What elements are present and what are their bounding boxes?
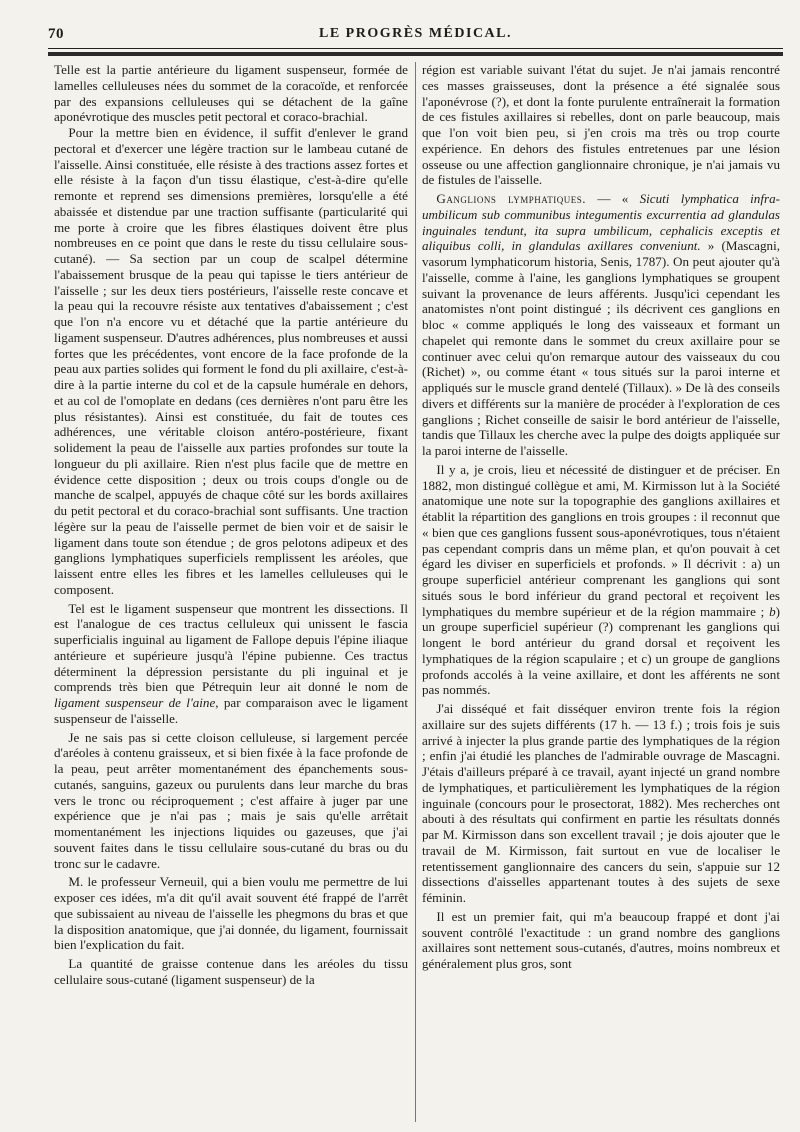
paragraph-text: , par comparaison avec le ligament suspenseur de l'aisselle. — [54, 695, 408, 726]
paragraph: région est variable suivant l'état du sujet. Je n'ai jamais rencontré ces masses graisseuses, dont la présence a été signalée sous l'aponévrose (?), et dont la fonte purulente entraînerait la formation de ces fistules axillaires si rebelles, dont on parle beaucoup, mais que l'on voit bien peu, si j'en crois ma très ou trop courte expérience. En dehors des fistules entretenues par une lésion osseuse ou une affection ganglionnaire chronique, je n'ai jamais vu de fistules de l'aisselle. — [422, 62, 780, 188]
paragraph: J'ai disséqué et fait disséquer environ trente fois la région axillaire sur des sujets différents (17 h. — 13 f.) ; trois fois je suis arrivé à injecter la plus grande partie des lymphatiques de la région ; enfin j'ai étudié les planches de l'admirable ouvrage de Mascagni. J'étais d'ailleurs préparé à ce travail, ayant injecté un grand nombre de lymphatiques, et particulièrement les lymphatiques de la région inguinale (concours pour le prosectorat, 1882). Mes recherches ont abouti à des résultats qui confirment en partie les résultats donnés par M. Kirmisson dans son excellent travail ; je dois ajouter que le travail de M. Kirmisson, fait surtout en vue de localiser le retentissement ganglionnaire des cancers du sein, s'appuie sur 12 dissections d'aisselles appartenant toutes à des sujets de sexe féminin. — [422, 701, 780, 905]
italic-letter: b — [769, 603, 776, 619]
paragraph: M. le professeur Verneuil, qui a bien voulu me permettre de lui exposer ces idées, m'a dit qu'il avait souvent été frappé de l'arrêt que subissaient au niveau de l'aisselle les phegmons du bras et que la disposition anatomique, que j'ai donnée, du ligament, fournissait bien l'explication du fait. — [54, 874, 408, 953]
paragraph: Pour la mettre bien en évidence, il suffit d'enlever le grand pectoral et d'exercer une légère traction sur le lambeau cutané de l'aisselle. Ainsi constituée, elle résiste à des tractions assez fortes et elle résiste à la façon d'un tissu élastique, c'est-à-dire qu'elle remonte et reprend ses dimensions premières, lorsqu'elle a été abaissée et distendue par une traction suffisante (particularité qui me porte à croire que les fibres élastiques doivent être plus nombreuses en ce point que dans le reste du tissu cellulaire sous-cutané). — Sa section par un coup de scalpel détermine l'abaissement brusque de la peau qui tapisse le tiers antérieur de l'aisselle ; sur les deux tiers postérieurs, l'aisselle reste concave et la peau qui la recouvre résiste aux tentatives d'abaissement ; c'est que l'on n'a encore vu et détaché que la partie antérieure du ligament suspenseur. D'autres adhérences, plus nombreuses et aussi fortes que les précédentes, vont encore de la face profonde de la peau aux parties solides qui forment le fond du pli axillaire, c'est-à-dire à la partie interne du col et de la capsule humérale en dehors, et au col de l'omoplate en dedans (ces dernières n'ont paru être les plus résistantes). Ainsi est constituée, du fait de toutes ces adhérences, une véritable cloison antéro-postérieure, fixant solidement la peau de l'aisselle aux parties profondes sur toute la longueur du pli axillaire. Rien n'est plus facile que de mettre en évidence cette disposition ; deux ou trois coups d'ongle ou de manche de scalpel, appuyés de chaque côté sur les bords axillaires du petit pectoral et du coraco-brachial sont suffisants. Une traction légère sur la peau de l'aisselle permet de bien voir et de saisir le ligament dans toute son étendue ; de gros pelotons adipeux et des ganglions lymphatiques superficiels remplissent les aréoles, que laissent entre elles les fibres et les lamelles celluleuses qui le composent. — [54, 125, 408, 597]
italic-term: ligament suspenseur de l'aine — [54, 695, 216, 710]
paragraph — [422, 462, 780, 698]
left-column — [54, 62, 408, 1122]
paragraph-text: Il y a, je crois, lieu et nécessité de distinguer et de préciser. En 1882, mon distingué collègue et ami, M. Kirmisson lut à la Société anatomique une note sur la topographie des ganglions axillaires et établit la répartition des ganglions en trois groupes : il reconnut que « bien que ces ganglions fussent sous-aponévrotiques, tous n'étaient pas cependant compris dans un même plan, et qu'on pouvait à cet égard les diviser en superficiels et profonds. » Il décrivit : a) un groupe superficiel antérieur comprenant les ganglions qui sont situés sous le bord inférieur du grand pectoral et reçoivent les lymphatiques du membre supérieur et de la région mammaire ; — [422, 461, 780, 619]
journal-title: LE PROGRÈS MÉDICAL. — [318, 26, 513, 41]
header-rule-thick — [48, 52, 783, 56]
section-paragraph — [422, 191, 780, 459]
paragraph — [54, 601, 408, 727]
paragraph: La quantité de graisse contenue dans les aréoles du tissu cellulaire sous-cutané (ligament suspenseur) de la — [54, 956, 408, 987]
paragraph-text: ) un groupe superficiel supérieur (?) comprenant les ganglions qui longent le bord antérieur du grand dorsal et reçoivent les lymphatiques de la région scapulaire ; et c) un groupe de ganglions profonds accolés à la veine axillaire, et dont les afférents ne sont pas nommés. — [422, 603, 780, 698]
latin-quote: Sicuti lymphatica infra-umbilicum sub communibus integumentis excurrentia ad glandulas inguinales tendunt, ita supra umbilicum, cephalicis exceptis et aliquibus colli, in glandulas axillares conveniunt. — [422, 191, 780, 254]
paragraph-text: — « — [586, 191, 640, 206]
column-divider — [415, 62, 416, 1122]
section-heading: Ganglions lymphatiques. — [436, 191, 587, 206]
paragraph: Je ne sais pas si cette cloison celluleuse, si largement percée d'aréoles à contenu graisseux, et si bien fixée à la face profonde de la peau, peut arrêter momentanément des épanchements sous-cutanés, sanguins, gazeux ou purulents dans leur marche du bras vers le tronc ou réciproquement ; c'est affaire à juger par une expérience que je n'ai pas ; mais je sais qu'elle arrêtait momentanément les injections liquides ou gazeuses, que j'ai souvent faites dans le tissu cellulaire sous-cutané du bras ou du tronc sur le cadavre. — [54, 729, 408, 871]
right-column — [422, 62, 780, 1122]
paragraph: Telle est la partie antérieure du ligament suspenseur, formée de lamelles celluleuses nées du sommet de la coracoïde, et renforcée par des expansions celluleuses qui se détachent de la gaîne aponévrotique des muscles petit pectoral et coraco-brachial. — [54, 62, 408, 125]
running-header — [48, 22, 783, 46]
header-rule-thin — [48, 48, 783, 49]
paragraph-text: » (Mascagni, vasorum lymphaticorum historia, Senis, 1787). On peut ajouter qu'à l'aisselle, comme à l'aine, les ganglions lymphatiques se groupent suivant la provenance de leurs afférents. Jusqu'ici cependant les anatomistes n'ont point distingué ; ils décrivent ces ganglions en bloc « comme appliqués le long des vaisseaux et formant un chapelet qui remonte dans le sommet du creux axillaire pour se continuer avec celui qu'on remarque autour des vaisseaux du cou (Richet) », ou comme étant « tous situés sur la paroi interne et appliqués sur le muscle grand dentelé (Tillaux). » De là des conseils divers et différents sur la manière de procéder à l'exploration de ces ganglions ; Richet conseille de saisir le bord antérieur de l'aisselle, tandis que Tillaux les cherche avec la pulpe des doigts appliquée sur la paroi interne de l'aisselle. — [422, 238, 780, 458]
paragraph-text: Tel est le ligament suspenseur que montrent les dissections. Il est l'analogue de ces tractus celluleux qui unissent le fascia superficialis inguinal au ligament de Fallope depuis l'épine iliaque antérieure et supérieure jusqu'à l'épine pubienne. Ces tractus déterminent la dépression persistante du pli inguinal et je comprends très bien que Pétrequin leur ait donné le nom de — [54, 600, 408, 695]
paragraph: Il est un premier fait, qui m'a beaucoup frappé et dont j'ai souvent contrôlé l'exactitude : un grand nombre des ganglions axillaires sont nettement sous-cutanés, d'autres, moins nombreux et généralement plus gros, sont — [422, 908, 780, 971]
page-number: 70 — [48, 26, 64, 42]
